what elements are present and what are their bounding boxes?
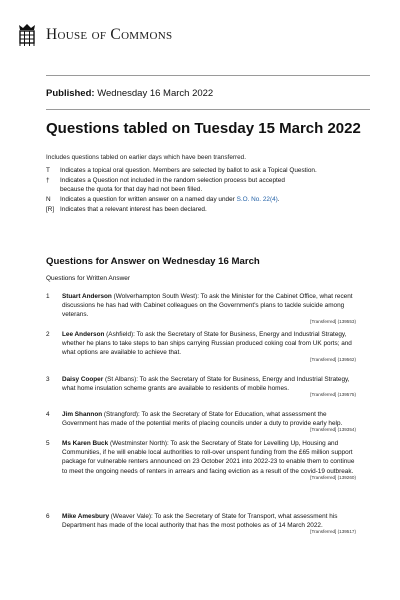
question-body: [62, 512, 356, 552]
key-symbol: †: [46, 176, 50, 184]
member-name: Jim Shannon: [62, 411, 103, 418]
question-number: 6: [46, 513, 50, 520]
question-text: : To ask the Secretary of State for Business, Energy and Industrial Strategy, whether he plans to take steps to ban ships carrying Russian produced coking coal from UK ports; and what options are available to achieve that.: [62, 331, 352, 357]
question-tag: [Transferred] (139562): [310, 356, 356, 362]
question-body: [62, 292, 356, 330]
key-text: [60, 195, 376, 204]
constituency: (St Albans): [104, 376, 137, 383]
page-title: Questions tabled on Tuesday 15 March 2022: [46, 120, 361, 137]
question-tag: [Transferred] (139575): [310, 392, 356, 398]
member-name: Ms Karen Buck: [62, 440, 109, 447]
question-tag: [Transferred] (139553): [310, 318, 356, 324]
key-text-main: Indicates a question for written answer on a named day under: [60, 195, 235, 203]
published-label: Published:: [46, 88, 95, 99]
key-symbol: T: [46, 167, 50, 174]
section-title: Questions for Answer on Wednesday 16 March: [46, 256, 260, 267]
question-list: [46, 292, 356, 552]
divider-bottom: [46, 109, 370, 110]
question-item: [46, 375, 356, 410]
question-item: [46, 410, 356, 439]
section-subtitle: Questions for Written Answer: [46, 275, 131, 282]
published-line: [46, 88, 213, 99]
intro-text: Includes questions tabled on earlier days which have been transferred.: [46, 154, 247, 161]
question-text: : To ask the Secretary of State for Levelling Up, Housing and Communities, if he will enable local authorities to roll-over unspent funding from the £65 million support package for vulnerable renters announced on 23 October 2021 into 2022-23 to enable them to continue to meet the ongoing needs of renters in arrears and facing eviction as a result of the covid-19 outbreak.: [62, 440, 355, 475]
key-item-interest: [46, 205, 376, 214]
constituency: (Ashfield): [106, 331, 134, 338]
published-date: Wednesday 16 March 2022: [97, 88, 214, 99]
key-text: Indicates a topical oral question. Members are selected by ballot to ask a Topical Question.: [60, 167, 317, 174]
question-number: 3: [46, 376, 50, 383]
constituency: (Wolverhampton South West): [113, 293, 198, 300]
member-name: Stuart Anderson: [62, 293, 112, 300]
key-item-named-day: [46, 195, 376, 204]
key-list: [46, 166, 376, 214]
question-item: [46, 292, 356, 330]
key-item-topical: [46, 166, 376, 175]
key-text: Indicates a Question not included in the random selection process but accepted because the quota for that day had not been filled.: [60, 176, 285, 193]
question-text: : To ask the Secretary of State for Education, what assessment the Government has made of the potential merits of placing councils under a duty to provide early help.: [62, 411, 343, 428]
key-item-dagger: [46, 176, 376, 194]
question-tag: [Transferred] (139354): [310, 427, 356, 433]
question-number: 2: [46, 331, 50, 338]
question-body: [62, 330, 356, 375]
constituency: (Strangford): [103, 411, 139, 418]
question-tag: [Transferred] (139260): [310, 474, 356, 480]
member-name: Mike Amesbury: [62, 513, 109, 520]
question-body: [62, 410, 356, 439]
portcullis-icon: [16, 22, 38, 48]
question-text: : To ask the Minister for the Cabinet Office, what recent discussions he has had with Cabinet colleagues on the Government's plans to tackle suicide among veterans.: [62, 293, 353, 319]
question-text: : To ask the Secretary of State for Business, Energy and Industrial Strategy, what home insulation scheme grants are available to residents of mobile homes.: [62, 376, 350, 393]
question-number: 4: [46, 411, 50, 418]
question-number: 1: [46, 293, 50, 300]
member-name: Lee Anderson: [62, 331, 105, 338]
divider-top: [46, 75, 370, 76]
question-item: [46, 330, 356, 375]
key-text: Indicates that a relevant interest has been declared.: [60, 205, 207, 213]
question-item: [46, 439, 356, 512]
question-body: [62, 439, 356, 512]
key-text-after: .: [277, 195, 280, 203]
question-number: 5: [46, 440, 50, 447]
standing-order-link[interactable]: S.O. No. 22(4): [236, 195, 278, 203]
key-symbol: N: [46, 195, 51, 203]
member-name: Daisy Cooper: [62, 376, 104, 383]
constituency: (Westminster North): [109, 440, 168, 447]
page-header: [16, 20, 172, 50]
question-text: : To ask the Secretary of State for Transport, what assessment his Department has made of the local authority that has the most potholes as of 14 March 2022.: [62, 513, 338, 530]
question-body: [62, 375, 356, 410]
constituency: (Weaver Vale): [110, 513, 152, 520]
key-symbol: [R]: [46, 205, 55, 213]
question-item: [46, 512, 356, 552]
house-name: House of Commons: [46, 26, 173, 43]
question-tag: [Transferred] (139517): [310, 529, 356, 535]
